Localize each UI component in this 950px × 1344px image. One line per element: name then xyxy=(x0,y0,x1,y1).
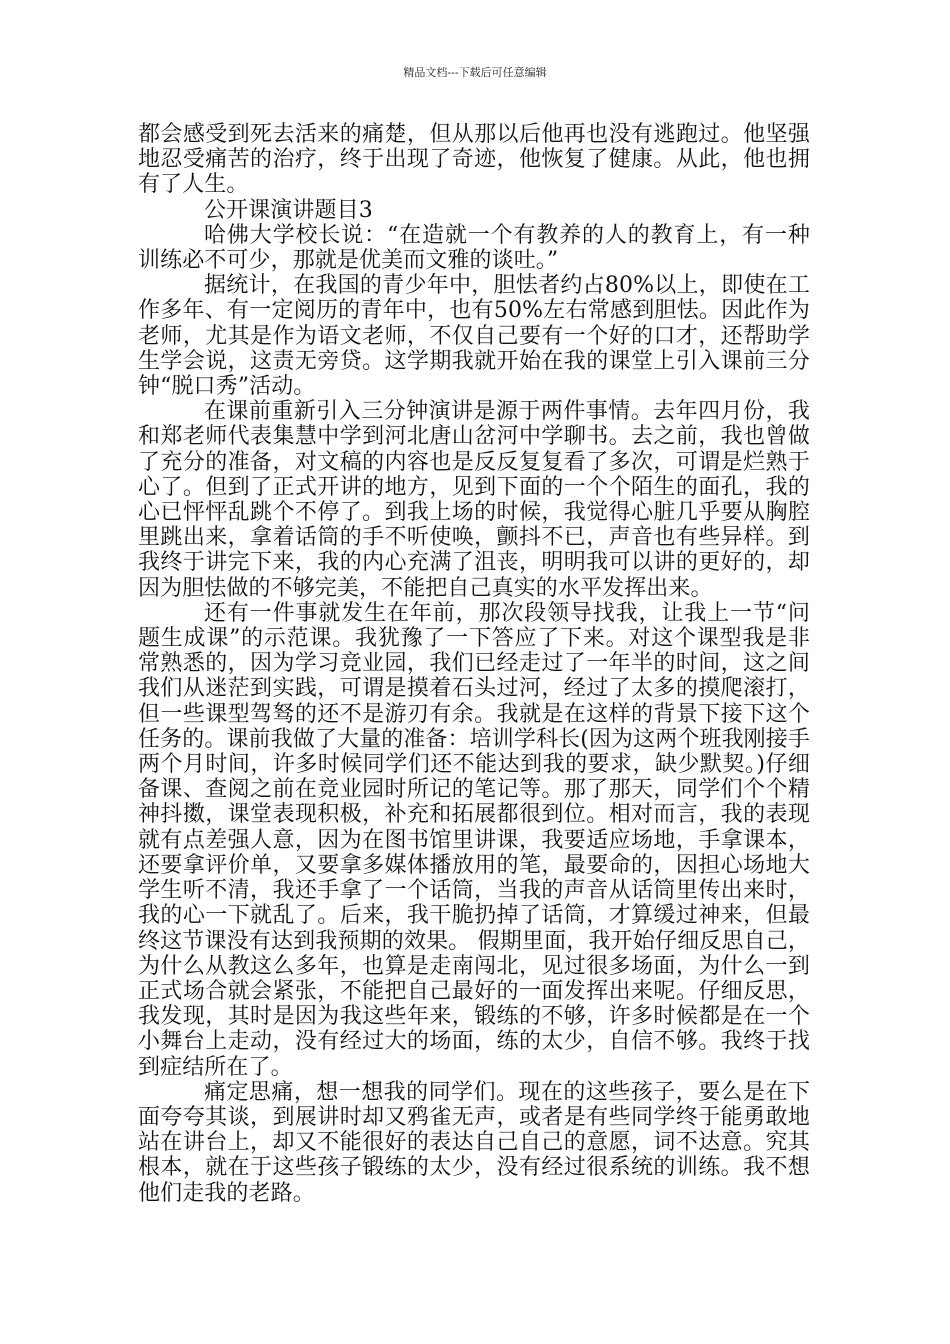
paragraph: 还有一件事就发生在年前，那次段领导找我，让我上一节“问题生成课”的示范课。我犹豫了一下答应了下来。对这个课型我是非常熟悉的，因为学习竞业园，我们已经走过了一年半的时间，这之间我们从迷茫到实践，可谓是摸着石头过河，经过了太多的摸爬滚打，但一些课型驾驽的还不是游刃有余。我就是在这样的背景下接下这个任务的。课前我做了大量的准备：培训学科长(因为这两个班我刚接手两个月时间，许多时候同学们还不能达到我的要求，缺少默契。)仔细备课、查阅之前在竞业园时所记的笔记等。那了那天，同学们个个精神抖擞，课堂表现积极，补充和拓展都很到位。相对而言，我的表现就有点差强人意，因为在图书馆里讲课，我要适应场地，手拿课本，还要拿评价单，又要拿多媒体播放用的笔，最要命的，因担心场地大学生听不清，我还手拿了一个话筒，当我的声音从话筒里传出来时，我的心一下就乱了。后来，我干脆扔掉了话筒，才算缓过神来，但最终这节课没有达到我预期的效果。 假期里面，我开始仔细反思自己，为什么从教这么多年，也算是走南闯北，见过很多场面，为什么一到正式场合就会紧张，不能把自己最好的一面发挥出来呢。仔细反思，我发现，其时是因为我这些年来，锻练的不够，许多时候都是在一个小舞台上走动，没有经过大的场面，练的太少，自信不够。我终于找到症结所在了。 xyxy=(138,600,810,1080)
section-heading: 公开课演讲题目3 xyxy=(204,197,373,223)
page-header: 精品文档---下载后可任意编辑 xyxy=(403,66,547,79)
paragraph: 痛定思痛，想一想我的同学们。现在的这些孩子，要么是在下面夸夸其谈，到展讲时却又鸦雀无声，或者是有些同学终于能勇敢地站在讲台上，却又不能很好的表达自己自己的意愿，词不达意。究其根本，就在于这些孩子锻练的太少，没有经过很系统的训练。我不想他们走我的老路。 xyxy=(138,1079,810,1206)
paragraph-continuation: 都会感受到死去活来的痛楚，但从那以后他再也没有逃跑过。他坚强地忍受痛苦的治疗，终于出现了奇迹，他恢复了健康。从此，他也拥有了人生。 xyxy=(138,122,810,198)
paragraph: 据统计，在我国的青少年中，胆怯者约占80%以上，即使在工作多年、有一定阅历的青年中，也有50%左右常感到胆怯。因此作为老师，尤其是作为语文老师，不仅自己要有一个好的口才，还帮助学生学会说，这责无旁贷。这学期我就开始在我的课堂上引入课前三分钟“脱口秀”活动。 xyxy=(138,273,810,400)
paragraph: 在课前重新引入三分钟演讲是源于两件事情。去年四月份，我和郑老师代表集慧中学到河北唐山岔河中学聊书。去之前，我也曾做了充分的准备，对文稿的内容也是反反复复看了多次，可谓是烂熟于心了。但到了正式开讲的地方，见到下面的一个个陌生的面孔，我的心已怦怦乱跳个不停了。到我上场的时候，我觉得心脏几乎要从胸腔里跳出来，拿着话筒的手不听使唤，颤抖不已，声音也有些异样。到我终于讲完下来，我的内心充满了沮丧，明明我可以讲的更好的，却因为胆怯做的不够完美，不能把自己真实的水平发挥出来。 xyxy=(138,399,810,601)
document-body xyxy=(138,122,810,1206)
paragraph: 哈佛大学校长说：“在造就一个有教养的人的教育上，有一种训练必不可少，那就是优美而文雅的谈吐。” xyxy=(138,222,810,274)
